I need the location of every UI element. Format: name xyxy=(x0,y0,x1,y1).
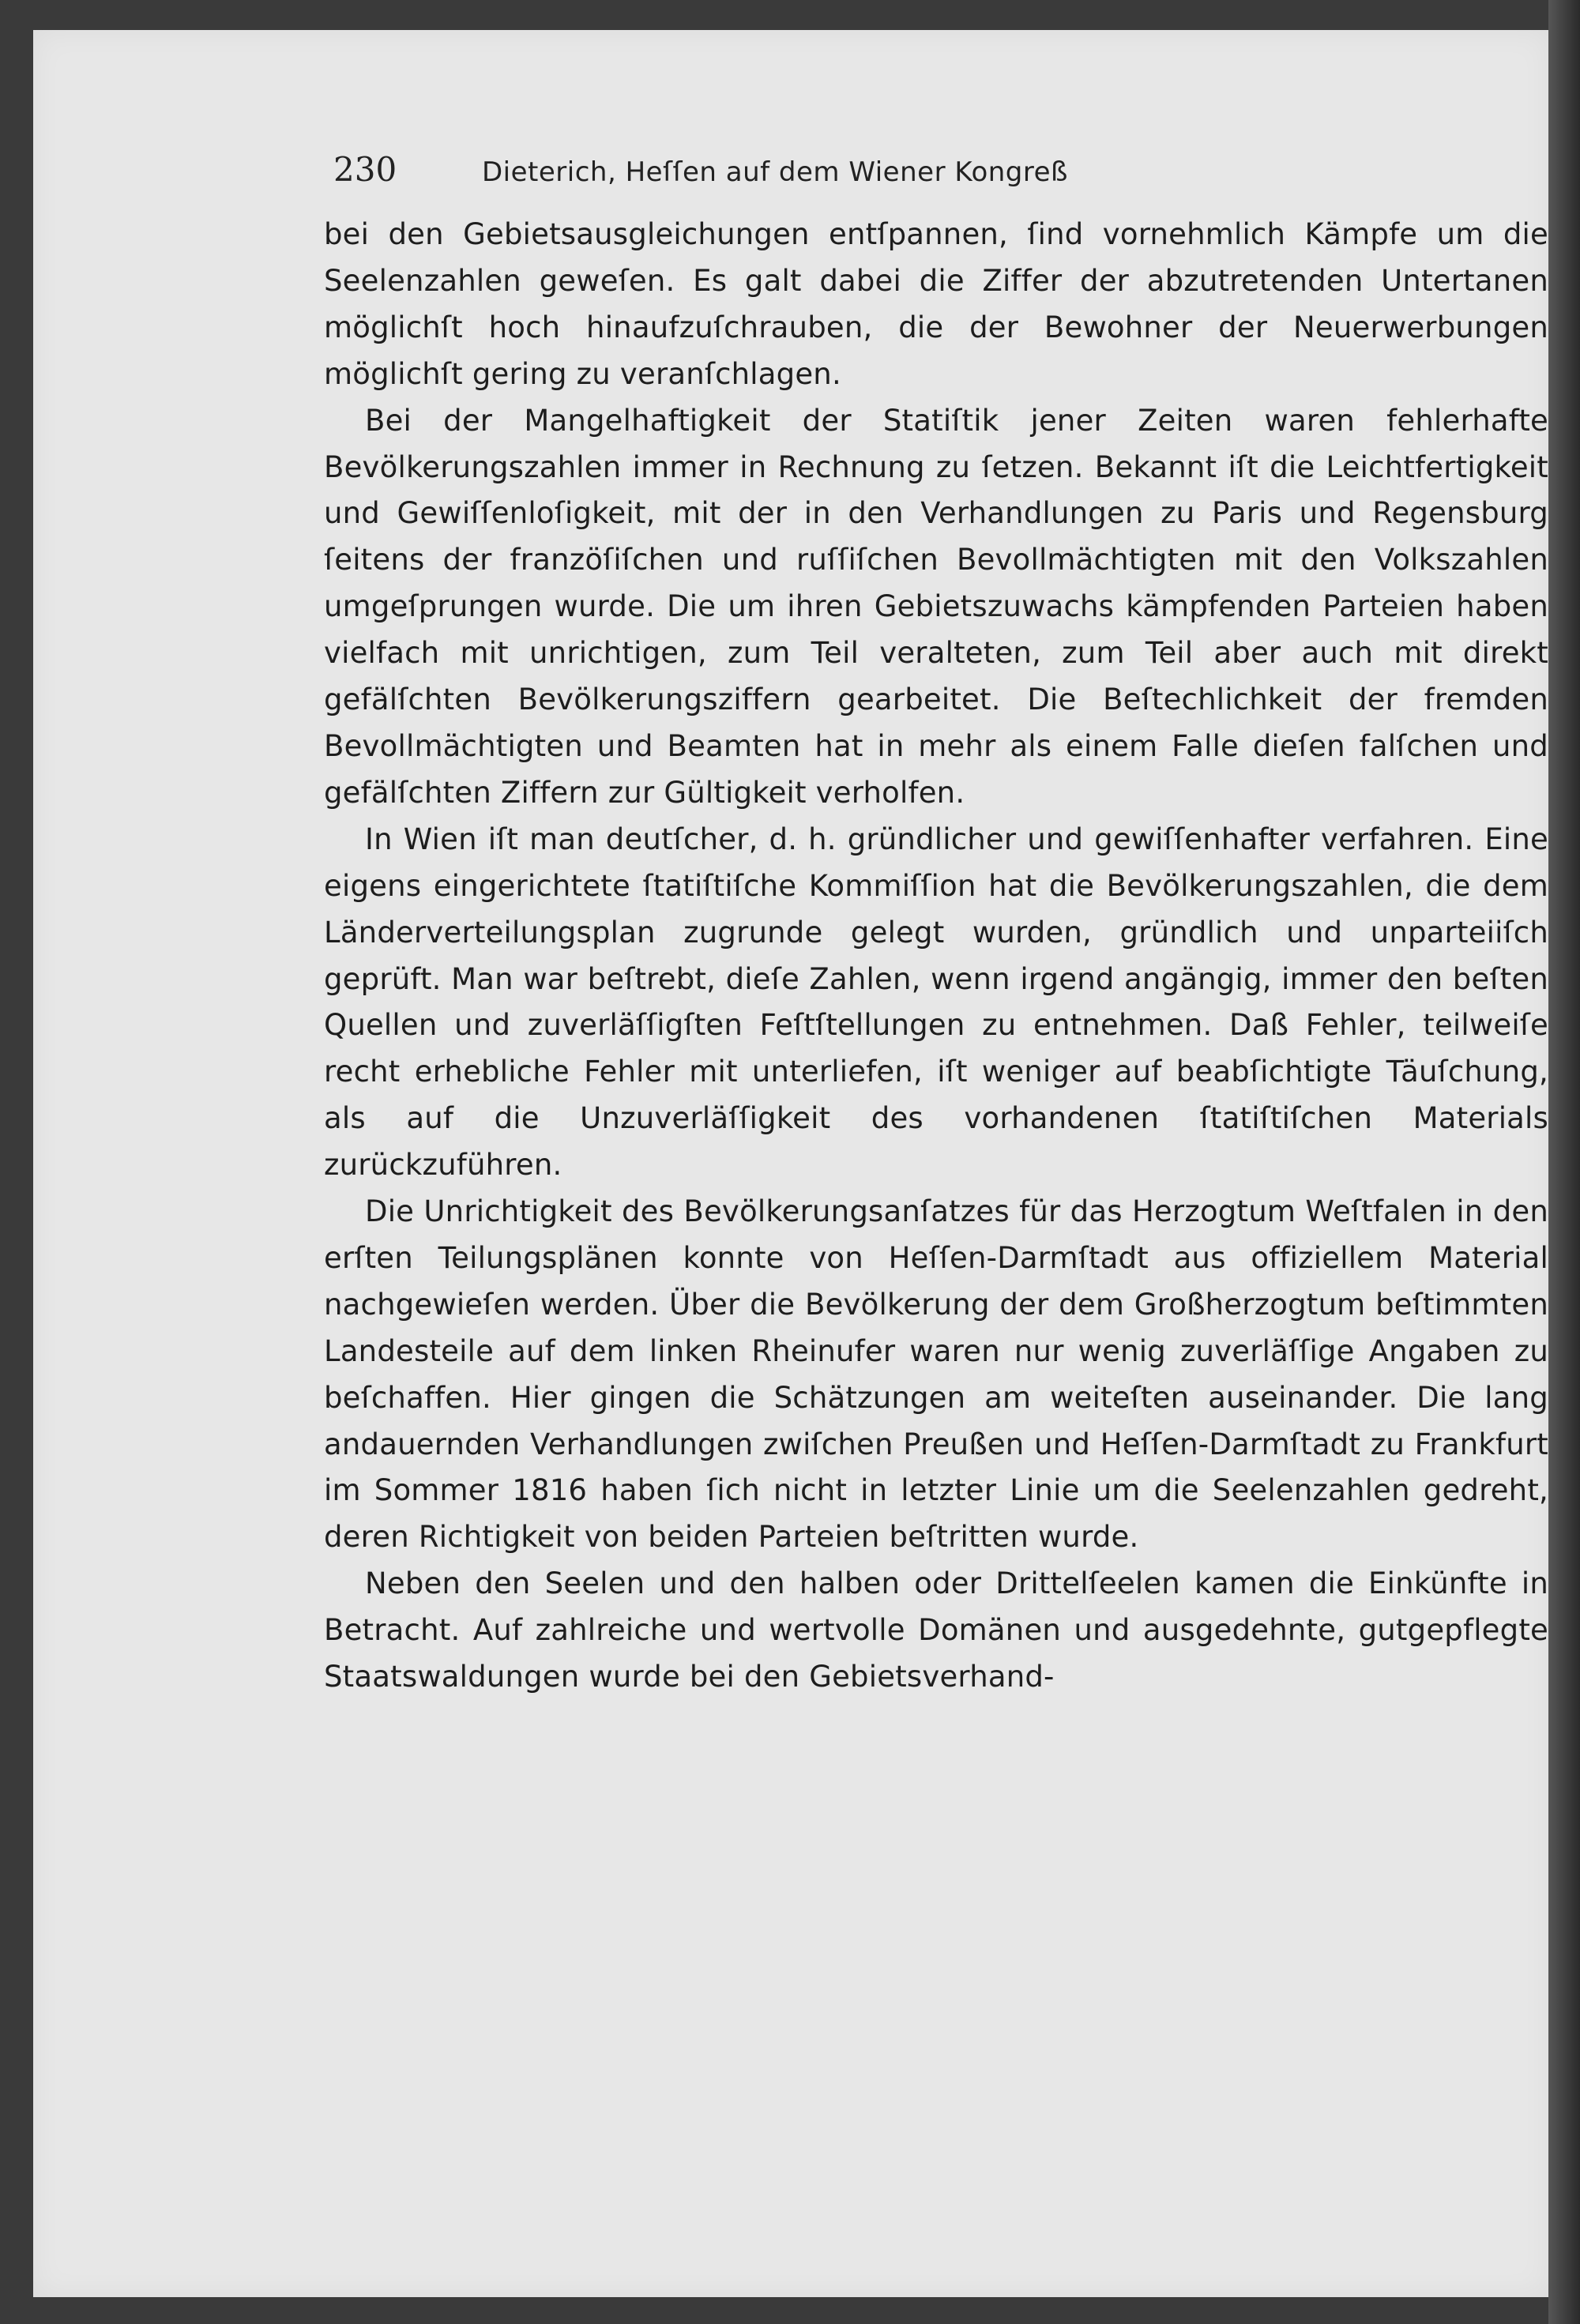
paragraph-1: bei den Gebietsausgleichungen entſpannen, ſind vornehmlich Kämpfe um die Seelenzahlen geweſen. Es galt dabei die Ziffer der abzutretenden Untertanen möglichſt hoch hinaufzuſchrauben, die der Bewohner der Neuerwerbungen möglichſt gering zu veranſchlagen. xyxy=(324,217,1548,391)
book-spine-shadow xyxy=(1548,0,1580,2324)
paragraph-4: Die Unrichtigkeit des Bevölkerungsanſatzes für das Herzogtum Weſtfalen in den erſten Teilungsplänen konnte von Heſſen-Darmſtadt aus offiziellem Material nachgewieſen werden. Über die Bevölkerung der dem Großherzogtum beſtimmten Landesteile auf dem linken Rheinufer waren nur wenig zuverläſſige Angaben zu beſchaffen. Hier gingen die Schätzungen am weiteſten auseinander. Die lang andauernden Verhandlungen zwiſchen Preußen und Heſſen-Darmſtadt zu Frankfurt im Sommer 1816 haben ſich nicht in letzter Linie um die Seelenzahlen gedreht, deren Richtigkeit von beiden Parteien beſtritten wurde. xyxy=(324,1194,1548,1555)
page-header xyxy=(324,142,1548,197)
paragraph-2: Bei der Mangelhaftigkeit der Statiſtik jener Zeiten waren fehlerhafte Bevölkerungszahlen immer in Rechnung zu ſetzen. Bekannt iſt die Leichtfertigkeit und Gewiſſenloſigkeit, mit der in den Verhandlungen zu Paris und Regensburg ſeitens der franzöſiſchen und ruſſiſchen Bevollmächtigten mit den Volkszahlen umgeſprungen wurde. Die um ihren Gebietszuwachs kämpfenden Parteien haben vielfach mit unrichtigen, zum Teil veralteten, zum Teil aber auch mit direkt gefälſchten Bevölkerungsziffern gearbeitet. Die Beſtechlichkeit der fremden Bevollmächtigten und Beamten hat in mehr als einem Falle dieſen falſchen und gefälſchten Ziffern zur Gültigkeit verholfen. xyxy=(324,403,1548,810)
page-number: 230 xyxy=(333,150,397,189)
paragraph-3: In Wien iſt man deutſcher, d. h. gründlicher und gewiſſenhafter verfahren. Eine eigens eingerichtete ſtatiſtiſche Kommiſſion hat die Bevölkerungszahlen, die dem Länderverteilungsplan zugrunde gelegt wurden, gründlich und unparteiiſch geprüft. Man war beſtrebt, dieſe Zahlen, wenn irgend angängig, immer den beſten Quellen und zuverläſſigſten Feſtſtellungen zu entnehmen. Daß Fehler, teilweiſe recht erhebliche Fehler mit unterliefen, iſt weniger auf beabſichtigte Täuſchung, als auf die Unzuverläſſigkeit des vorhandenen ſtatiſtiſchen Materials zurückzuführen. xyxy=(324,822,1548,1183)
body-text xyxy=(324,212,1548,1701)
running-head: Dieterich, Heſſen auf dem Wiener Kongreß xyxy=(482,156,1068,188)
page-content xyxy=(324,142,1548,1701)
paragraph-5: Neben den Seelen und den halben oder Drittelſeelen kamen die Einkünfte in Betracht. Auf zahlreiche und wertvolle Domänen und ausgedehnte, gutgepflegte Staatswaldungen wurde bei den Gebietsverhand- xyxy=(324,1566,1548,1694)
